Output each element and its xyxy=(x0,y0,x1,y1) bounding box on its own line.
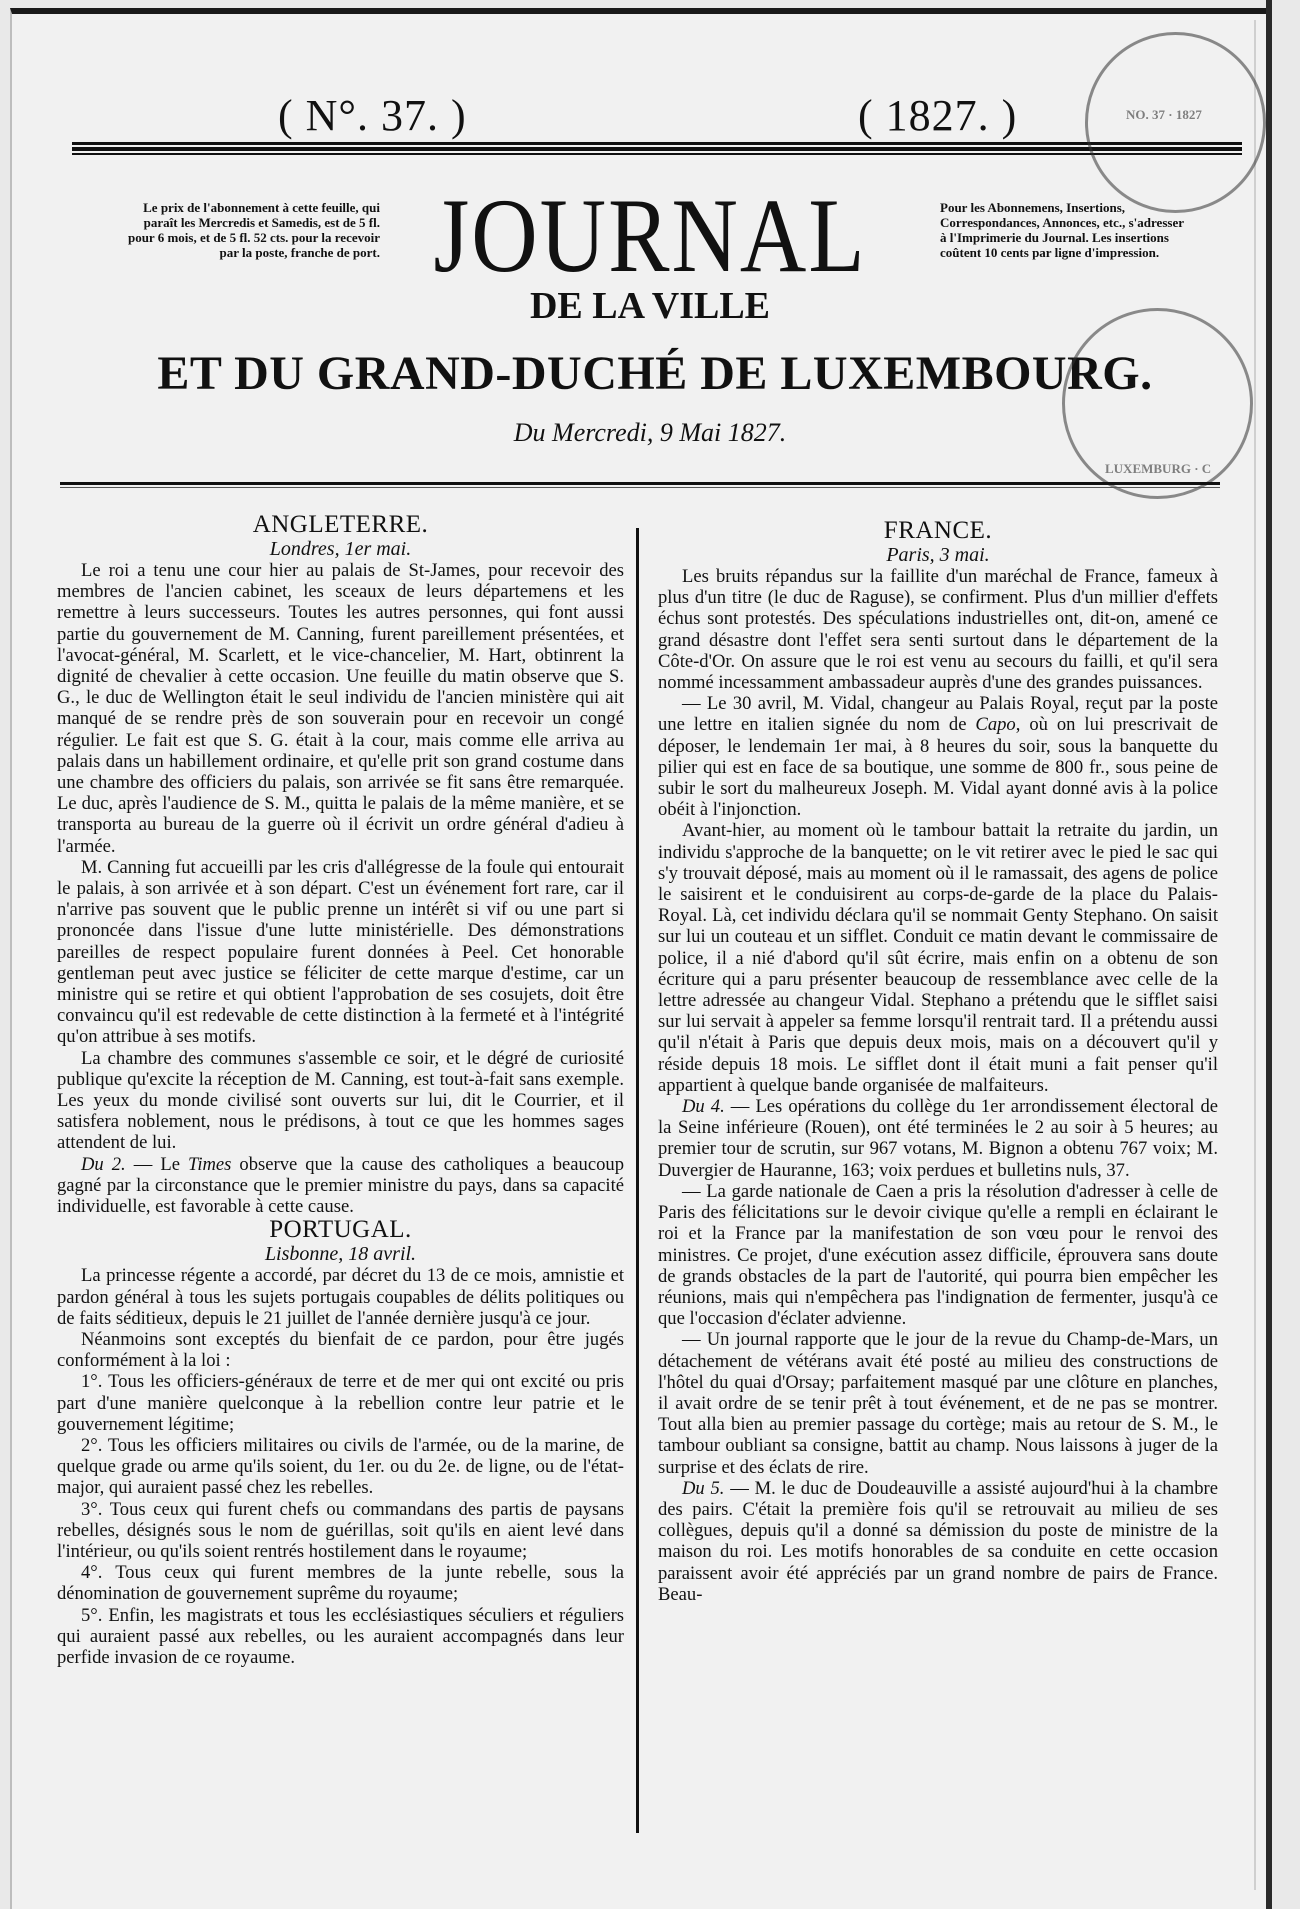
dateline-date: 18 avril. xyxy=(348,1243,417,1266)
right-column xyxy=(658,518,1218,1605)
subscription-price-note: Le prix de l'abonnement à cette feuille, qui paraît les Mercredis et Samedis, est de 5 fl. pour 6 mois, et de 5 fl. 52 cts. pour la recevoir par la poste, franche de port. xyxy=(127,200,380,260)
page-edge-shadow xyxy=(1254,20,1256,1890)
dateline-place: Londres xyxy=(269,538,335,560)
dateline-label: Du 5. xyxy=(682,1477,725,1499)
article-paragraph-du-4 xyxy=(658,1096,1218,1181)
list-item: 5°. Enfin, les magistrats et tous les ecclésiastiques séculiers et réguliers qui auraient passé aux rebelles, ou les auraient accompagnés dans leur perfide invasion de ce royaume. xyxy=(57,1604,624,1668)
article-paragraph: La princesse régente a accordé, par décret du 13 de ce mois, amnistie et pardon général à tous les sujets portugais coupables de délits politiques ou de faits séditieux, depuis le 21 juillet de l'année dernière jusqu'à ce jour. xyxy=(57,1265,624,1329)
dateline-place: Lisbonne xyxy=(264,1243,339,1266)
library-stamp-seal xyxy=(1062,308,1253,499)
paragraph-text: observe que la cause des catholiques a beaucoup gagné par la circonstance que le premier ministre du pays, dans sa capacité individuelle, est favorable à cette cause. xyxy=(57,1153,624,1218)
article-paragraph-du-2 xyxy=(57,1154,624,1218)
paragraph-text: , où on lui prescrivait de déposer, le lendemain 1er mai, à 8 heures du soir, sous la banquette du pilier qui est en face de sa boutique, une somme de 800 fr., sous peine de subir le sort du malheureux Joseph. M. Vidal ayant donné avis à la police obéit à l'injonction. xyxy=(658,714,1218,821)
signature-name: Capo xyxy=(975,714,1016,736)
dateline-paris: Paris, 3 mai. xyxy=(886,544,990,566)
masthead-bottom-rule xyxy=(60,482,1220,488)
left-column xyxy=(57,512,624,1668)
section-heading-portugal: PORTUGAL. xyxy=(269,1216,412,1244)
dateline-lisbonne: Lisbonne, 18 avril. xyxy=(264,1243,417,1266)
list-item: 4°. Tous ceux qui furent membres de la junte rebelle, sous la dénomination de gouvernement suprême du royaume; xyxy=(57,1562,624,1605)
article-paragraph: Le roi a tenu une cour hier au palais de St-James, pour recevoir des membres de l'ancien cabinet, les sceaux de leurs départemens et les remettre à leurs successeurs. Toutes les autres personnes, qui font aussi partie du gouvernement de M. Canning, furent pareillement présentées, et l'avocat-général, M. Scarlett, et le vice-chancelier, M. Hart, obtinrent la dignité de chevalier à cette occasion. Une feuille du matin observe que S. G., le duc de Wellington était le seul individu de l'ancien ministère qui ait manqué de se rendre près de son souverain pour en recevoir un congé régulier. Le fait est que S. G. était à la cour, mais comme elle arriva au palais dans un habillement ordinaire, et qu'elle prit son grand costume dans une chambre des officiers du palais, son arrivée se fit sans être remarquée. Le duc, après l'audience de S. M., quitta le palais de la même manière, et se transporta au bureau de la guerre où il écrivit un ordre général d'adieu à l'armée. xyxy=(57,560,624,857)
section-heading-france: FRANCE. xyxy=(883,517,993,544)
dateline-londres: Londres, 1er mai. xyxy=(269,538,412,560)
section-heading-angleterre: ANGLETERRE. xyxy=(252,511,429,538)
subscription-contact-note: Pour les Abonnemens, Insertions, Correspondances, Annonces, etc., s'adresser à l'Imprimerie du Journal. Les insertions coûtent 10 cents par ligne d'impression. xyxy=(940,200,1184,260)
issue-date: Du Mercredi, 9 Mai 1827. xyxy=(513,418,787,447)
article-paragraph: Avant-hier, au moment où le tambour battait la retraite du jardin, un individu s'approche de la banquette; on le vit retirer avec le pied le sac qui s'y trouvait déposé, mais au moment où il le ramassait, des agens de police le saisirent et le conduisirent au corps-de-garde de la place du Palais-Royal. Là, cet individu déclara qu'il se nommait Genty Stephano. On saisit sur lui un couteau et un sifflet. Conduit ce matin devant le commissaire de police, il a nié d'abord qu'il sût écrire, mais enfin on a obtenu de son écriture qui a paru présenter beaucoup de ressemblance avec celle de la lettre adressée au changeur Vidal. Stephano a prétendu que le sifflet saisi sur lui servait à appeler sa femme lorsqu'il rentrait tard. Il a prétendu aussi qu'il n'était à Paris que depuis deux mois, mais on a découvert qu'il y réside depuis 18 mois. Le sifflet dont il était muni a fait penser qu'il appartient à quelque bande organisée de malfaiteurs. xyxy=(658,820,1218,1096)
dateline-place: Paris xyxy=(886,544,930,566)
article-paragraph: Les bruits répandus sur la faillite d'un maréchal de France, fameux à plus d'un titre (le duc de Raguse), se confirment. Plus d'un millier d'effets échus sont protestés. Des spéculations industrielles ont, dit-on, amené ce grand désastre dont l'effet sera senti surtout dans le département de la Côte-d'Or. On assure que le roi est venu au secours du failli, et qu'il sera nommé incessamment ambassadeur auprès d'une des grandes puissances. xyxy=(658,566,1218,694)
paragraph-text: — Les opérations du collège du 1er arrondissement électoral de la Seine inférieure (Rouen), ont été terminées le 2 au soir à 5 heures; au premier tour de scrutin, sur 967 votans, M. Bignon a obtenu 767 voix; M. Duvergier de Hauranne, 163; voix perdues et bulletins nuls, 37. xyxy=(658,1096,1218,1181)
stamp-2-text: LUXEMBURG · C xyxy=(1105,461,1212,476)
stamp-1-text: NO. 37 · 1827 xyxy=(1126,107,1202,122)
article-paragraph: M. Canning fut accueilli par les cris d'allégresse de la foule qui entourait le palais, à son arrivée et à son départ. C'est un événement fort rare, car il n'arrive pas souvent que le public prenne un intérêt si vif ou une part si prononcée dans l'issue d'une lutte ministérielle. Des démonstrations pareilles de respect populaire furent données à Peel. Cet honorable gentleman peut avec justice se féliciter de cette marque d'estime, car un ministre qui se retire et qui obtient l'approbation de ses cosujets, doit être convaincu qu'il est redevable de cette distinction à la fermeté et à l'intégrité qu'on attribue à ses motifs. xyxy=(57,856,624,1048)
paragraph-text: — M. le duc de Doudeauville a assisté aujourd'hui à la chambre des pairs. C'était la première fois qu'il se retrouvait au milieu de ses collègues, depuis qu'il a donné sa démission du poste de ministre de la maison du roi. Les motifs honorables de sa conduite en cette occasion paraissent avoir été appréciés par un grand nombre de pairs de France. Beau- xyxy=(658,1477,1218,1605)
article-paragraph: — Un journal rapporte que le jour de la revue du Champ-de-Mars, un détachement de vétérans avait été posté au milieu des constructions de l'hôtel du quai d'Orsay; parfaitement masqué par une clôture en planches, il avait ordre de se tenir prêt à tout événement, et de ne pas se montrer. Tout alla bien au premier passage du cortège; mais au retour de S. M., le tambour oubliant sa consigne, battit au champ. Nous laissons à juger de la surprise et des éclats de rire. xyxy=(658,1329,1218,1478)
list-item: 1°. Tous les officiers-généraux de terre et de mer qui ont excité ou pris part d'une manière quelconque à la rebellion contre leur patrie et le gouvernement légitime; xyxy=(57,1371,624,1435)
library-stamp-top xyxy=(1085,32,1266,213)
dateline-date: 3 mai. xyxy=(939,544,990,566)
paragraph-text: — Le 30 avril, M. Vidal, changeur au Palais Royal, reçut par la poste une lettre en italien signée du nom de xyxy=(658,693,1218,736)
newspaper-subtitle-2: ET DU GRAND-DUCHÉ DE LUXEMBOURG. xyxy=(157,347,1153,400)
article-paragraph: Néanmoins sont exceptés du bienfait de ce pardon, pour être jugés conformément à la loi : xyxy=(57,1328,624,1372)
article-paragraph-vidal xyxy=(658,693,1218,820)
list-item: 2°. Tous les officiers militaires ou civils de l'armée, ou de la marine, de quelque grade ou arme qu'ils soient, du 1er. ou du 2e. de ligne, ou de l'état-major, qui auraient passé chez les rebelles. xyxy=(57,1434,624,1499)
issue-number: ( N°. 37. ) xyxy=(278,91,467,140)
dateline-label: Du 2. xyxy=(81,1153,126,1175)
newspaper-name: Times xyxy=(188,1153,232,1175)
list-item: 3°. Tous ceux qui furent chefs ou commandans des partis de paysans rebelles, désignés sous le nom de guérillas, soit qu'ils en aient levé dans l'intérieur, ou qu'ils soient rentrés hostilement dans le royaume; xyxy=(57,1498,624,1562)
article-paragraph: La chambre des communes s'assemble ce soir, et le dégré de curiosité publique qu'excite la réception de M. Canning, est tout-à-fait sans exemple. Les yeux du monde civilisé sont ouverts sur lui, dit le Courrier, et il satisfera noblement, nous le prédisons, à tout ce que les hommes sages attendent de lui. xyxy=(57,1047,624,1154)
paragraph-text: — Le xyxy=(125,1153,188,1175)
dateline-date: 1er mai. xyxy=(344,538,412,560)
issue-year: ( 1827. ) xyxy=(858,91,1018,140)
newspaper-title: JOURNAL xyxy=(433,176,867,295)
article-paragraph-du-5 xyxy=(658,1478,1218,1605)
column-divider xyxy=(636,528,639,1833)
newspaper-subtitle-1: DE LA VILLE xyxy=(529,285,771,327)
masthead-top-rule xyxy=(72,142,1242,154)
article-paragraph: — La garde nationale de Caen a pris la résolution d'adresser à celle de Paris des félicitations sur le devoir civique qu'elle a rempli en éclairant le roi et la France par la manifestation de son vœu pour le renvoi des ministres. Ce projet, d'une exécution assez difficile, éprouvera sans doute de grands obstacles de la part de l'autorité, qui pourra bien empêcher les réunions, mais qui n'empêchera pas l'indignation de fermenter, jusqu'à ce que l'occasion d'éclater advienne. xyxy=(658,1180,1218,1330)
dateline-label: Du 4. xyxy=(682,1096,725,1118)
page-edge xyxy=(1266,0,1272,1909)
